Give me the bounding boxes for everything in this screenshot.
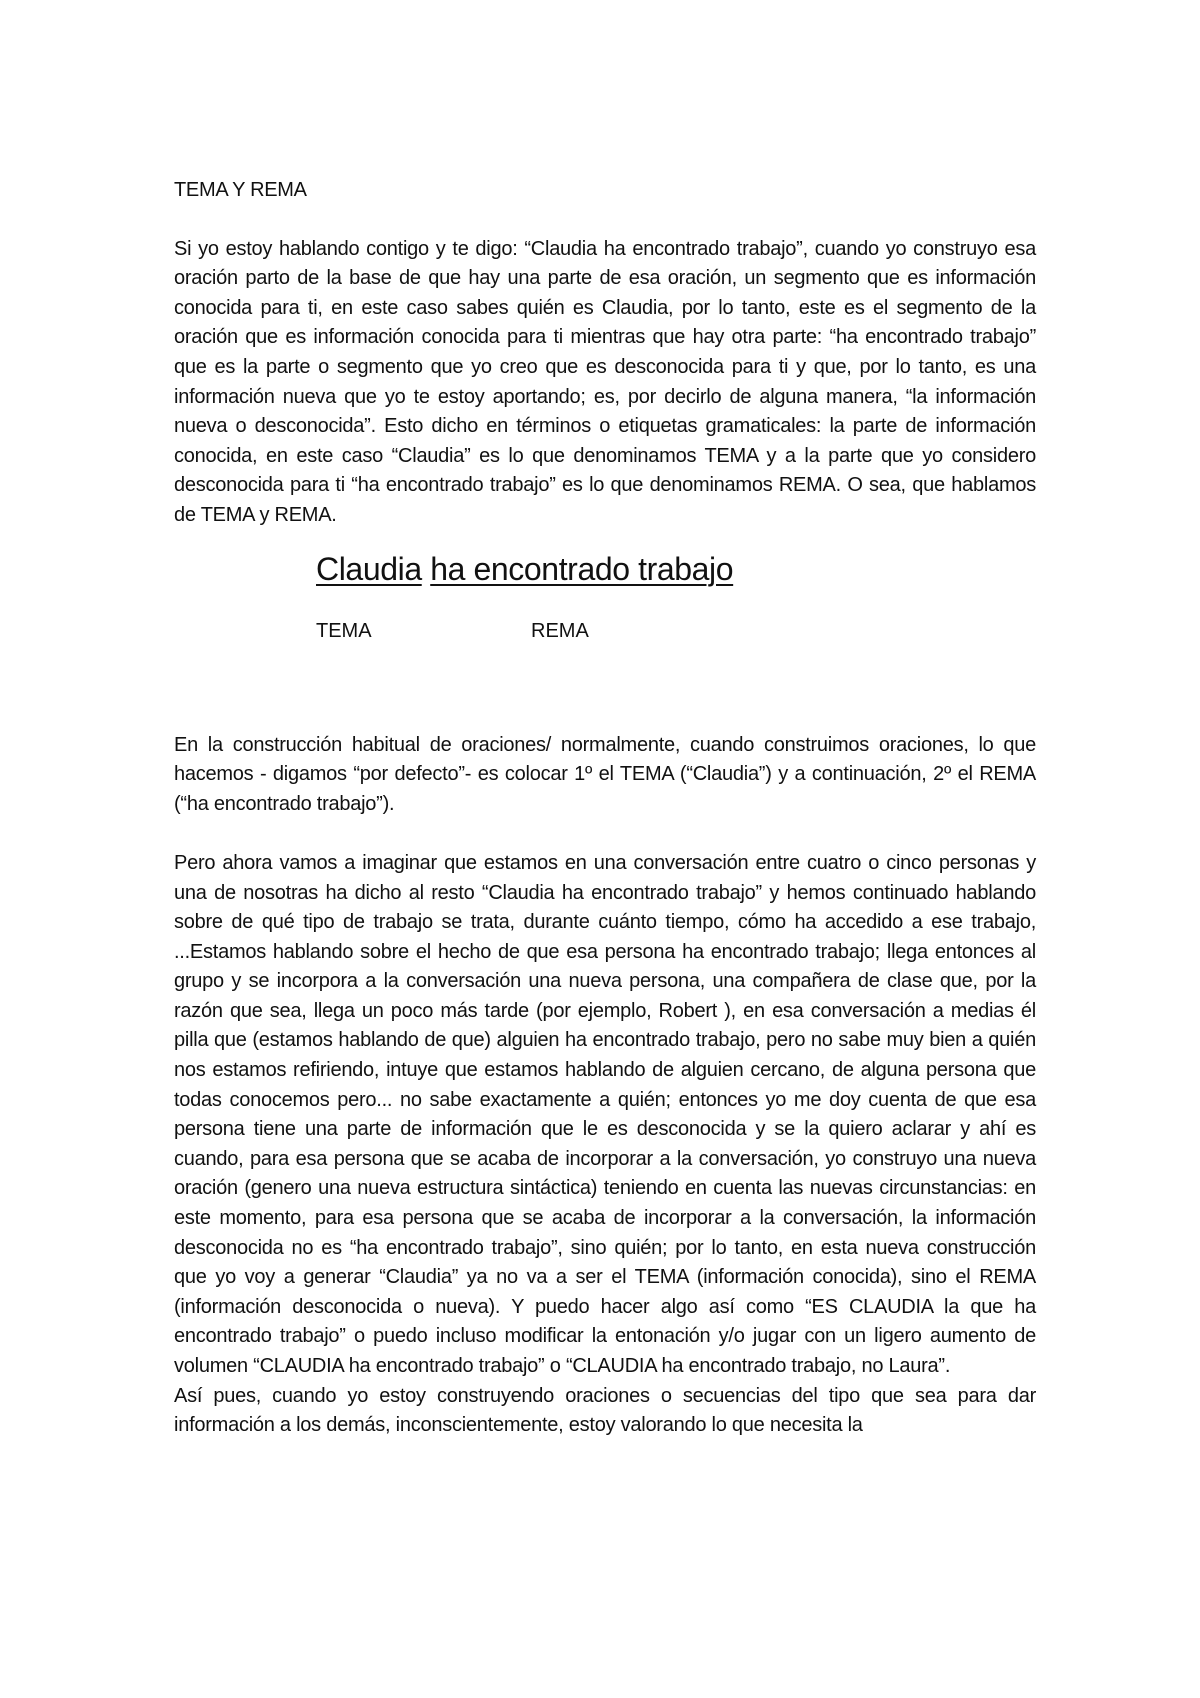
rema-label: REMA	[531, 619, 589, 642]
document-body	[174, 176, 1036, 1441]
tema-label: TEMA	[316, 619, 372, 642]
example-sentence	[316, 549, 733, 589]
tema-rema-example	[174, 549, 1036, 731]
document-title: TEMA Y REMA	[174, 179, 307, 201]
paragraph-default-order: En la construcción habitual de oraciones/ normalmente, cuando construimos oraciones, lo que hacemos - digamos “por defecto”- es colocar 1º el TEMA (“Claudia”) y a continuación, 2º el REMA (“ha encontrado trabajo”).	[174, 733, 1036, 815]
paragraph-conclusion: Así pues, cuando yo estoy construyendo oraciones o secuencias del tipo que sea para dar información a los demás, inconscientemente, estoy valorando lo que necesita la	[174, 1384, 1036, 1437]
paragraph-spacer	[174, 819, 1036, 849]
paragraph-conversation: Pero ahora vamos a imaginar que estamos en una conversación entre cuatro o cinco personas y una de nosotras ha dicho al resto “Claudia ha encontrado trabajo” y hemos continuado hablando sobre de qué tipo de trabajo se trata, durante cuánto tiempo, cómo ha accedido a ese trabajo, ...Estamos hablando sobre el hecho de que esa persona ha encontrado trabajo; llega entonces al grupo y se incorpora a la conversación una nueva persona, una compañera de clase que, por la razón que sea, llega un poco más tarde (por ejemplo, Robert ), en esa conversación a medias él pilla que (estamos hablando de que) alguien ha encontrado trabajo, pero no sabe muy bien a quién nos estamos refiriendo, intuye que estamos hablando de alguien cercano, de alguna persona que todas conocemos pero... no sabe exactamente a quién; entonces yo me doy cuenta de que esa persona tiene una parte de información que le es desconocida y se la quiero aclarar y ahí es cuando, para esa persona que se acaba de incorporar a la conversación, yo construyo una nueva oración (genero una nueva estructura sintáctica) teniendo en cuenta las nuevas circunstancias: en este momento, para esa persona que se acaba de incorporar a la conversación, la información desconocida no es “ha encontrado trabajo”, sino quién; por lo tanto, en esta nueva construcción que yo voy a generar “Claudia” ya no va a ser el TEMA (información conocida), sino el REMA (información desconocida o nueva). Y puedo hacer algo así como “ES CLAUDIA la que ha encontrado trabajo” o puedo incluso modificar la entonación y/o jugar con un ligero aumento de volumen “CLAUDIA ha encontrado trabajo” o “CLAUDIA ha encontrado trabajo, no Laura”.	[174, 851, 1036, 1377]
paragraph-intro: Si yo estoy hablando contigo y te digo: “Claudia ha encontrado trabajo”, cuando yo construyo esa oración parto de la base de que hay una parte de esa oración, un segmento que es información conocida para ti, en este caso sabes quién es Claudia, por lo tanto, este es el segmento de la oración que es información conocida para ti mientras que hay otra parte: “ha encontrado trabajo” que es la parte o segmento que yo creo que es desconocida para ti y que, por lo tanto, es una información nueva que yo te estoy aportando; es, por decirlo de alguna manera, “la información nueva o desconocida”. Esto dicho en términos o etiquetas gramaticales: la parte de información conocida, en este caso “Claudia” es lo que denominamos TEMA y a la parte que yo considero desconocida para ti “ha encontrado trabajo” es lo que denominamos REMA. O sea, que hablamos de TEMA y REMA.	[174, 237, 1036, 526]
example-tema-text: Claudia	[316, 550, 422, 587]
example-rema-text: ha encontrado trabajo	[430, 550, 734, 587]
